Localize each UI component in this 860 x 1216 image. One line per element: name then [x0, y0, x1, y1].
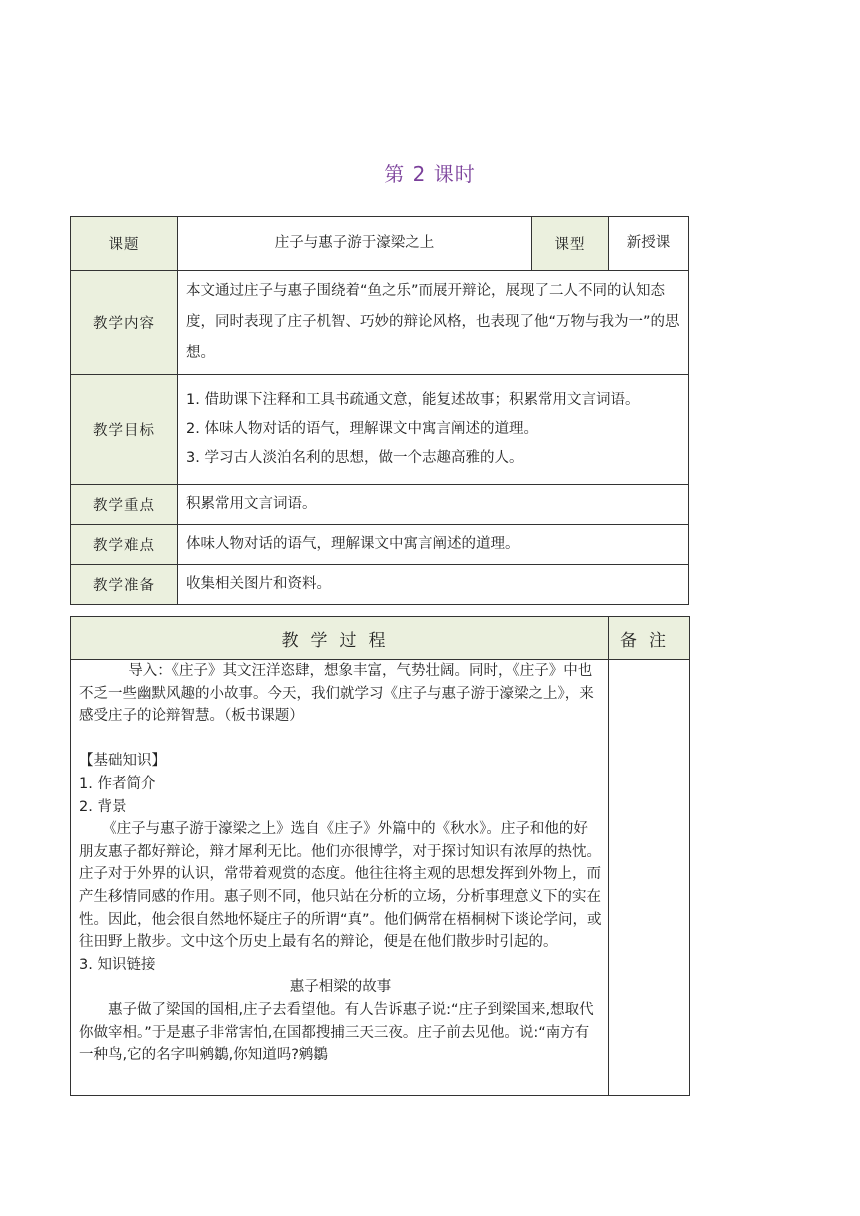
content-value: 本文通过庄子与惠子围绕着“鱼之乐”而展开辩论，展现了二人不同的认知态度，同时表现了庄子机智、巧妙的辩论风格，也表现了他“万物与我为一”的思想。	[178, 271, 689, 375]
goal-item: 2. 体味人物对话的语气，理解课文中寓言阐述的道理。	[186, 421, 538, 437]
intro-paragraph: 导入：《庄子》其文汪洋恣肆，想象丰富，气势壮阔。同时，《庄子》中也不乏一些幽默风趣的小故事。今天，我们就学习《庄子与惠子游于濠梁之上》，来感受庄子的论辩智慧。（板书课题）	[79, 663, 594, 725]
difficulty-label: 教学难点	[71, 525, 178, 565]
notes-cell	[609, 660, 690, 1096]
prep-value: 收集相关图片和资料。	[178, 565, 689, 605]
process-content	[71, 660, 609, 1096]
story-title: 惠子相梁的故事	[289, 979, 392, 996]
key-value: 积累常用文言词语。	[178, 485, 689, 525]
goal-item: 3. 学习古人淡泊名利的思想，做一个志趣高雅的人。	[186, 450, 524, 466]
item-background: 2. 背景	[79, 798, 127, 815]
goals-label: 教学目标	[71, 375, 178, 485]
item-author: 1. 作者简介	[79, 775, 156, 792]
background-paragraph: 《庄子与惠子游于濠梁之上》选自《庄子》外篇中的《秋水》。庄子和他的好朋友惠子都好辩论，辩才犀利无比。他们亦很博学，对于探讨知识有浓厚的热忱。庄子对于外界的认识，常带着观赏的态度。他往往将主观的思想发挥到外物上，而产生移情同感的作用。惠子则不同，他只站在分析的立场，分析事理意义下的实在性。因此，他会很自然地怀疑庄子的所谓“真”。他们俩常在梧桐树下谈论学问，或往田野上散步。文中这个历史上最有名的辩论，便是在他们散步时引起的。	[79, 821, 602, 951]
notes-header: 备注	[609, 617, 690, 660]
section-title: 【基础知识】	[79, 753, 166, 770]
difficulty-value: 体味人物对话的语气，理解课文中寓言阐述的道理。	[178, 525, 689, 565]
lesson-info-table	[70, 216, 689, 605]
prep-label: 教学准备	[71, 565, 178, 605]
teaching-process-table	[70, 616, 690, 1096]
story-paragraph: 惠子做了梁国的国相,庄子去看望他。有人告诉惠子说:“庄子到梁国来,想取代你做宰相。”于是惠子非常害怕,在国都搜捕三天三夜。庄子前去见他。说:“南方有一种鸟,它的名字叫鹓鶵,你知道吗?鹓鶵	[79, 1001, 594, 1064]
goal-item: 1. 借助课下注释和工具书疏通文意，能复述故事；积累常用文言词语。	[186, 392, 640, 408]
goals-list	[178, 375, 689, 485]
process-header: 教学过程	[71, 617, 609, 660]
type-label: 课型	[532, 217, 609, 271]
topic-value: 庄子与惠子游于濠梁之上	[178, 217, 532, 271]
content-label: 教学内容	[71, 271, 178, 375]
item-knowledge-link: 3. 知识链接	[79, 956, 156, 973]
page-title: 第 2 课时	[384, 162, 476, 186]
key-label: 教学重点	[71, 485, 178, 525]
type-value: 新授课	[609, 217, 689, 271]
topic-label: 课题	[71, 217, 178, 271]
